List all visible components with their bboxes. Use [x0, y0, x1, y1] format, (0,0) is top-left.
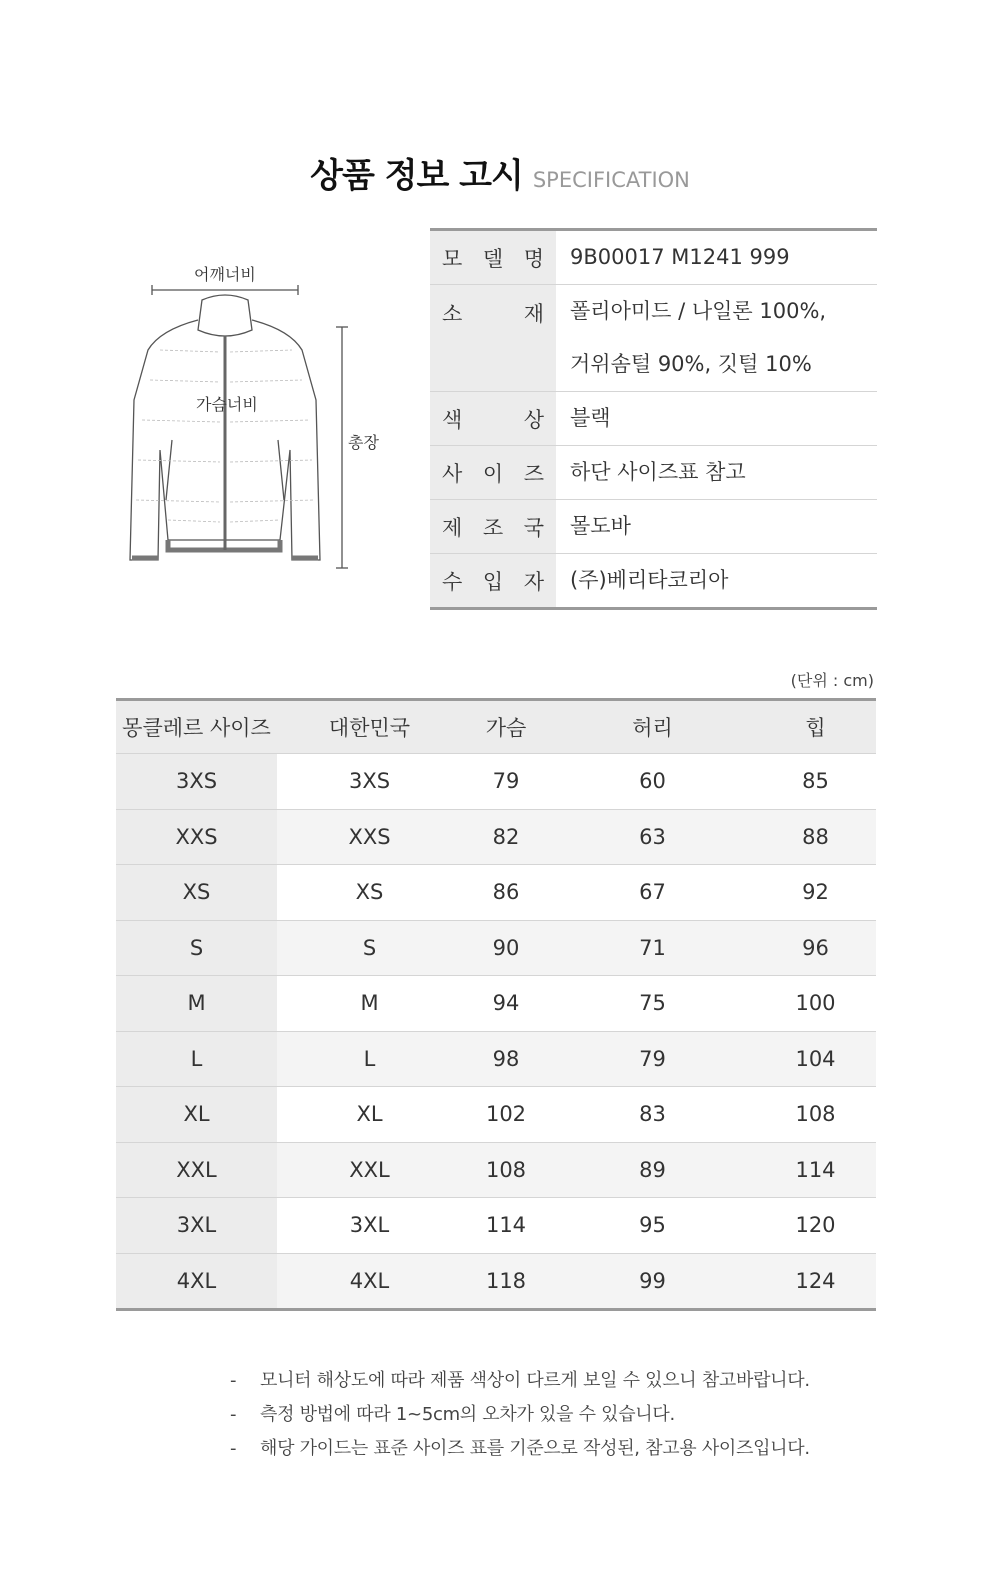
note-item [230, 1434, 870, 1468]
unit-label: (단위 : cm) [790, 671, 874, 690]
table-cell: 96 [755, 920, 876, 976]
table-cell: L [277, 1031, 462, 1087]
table-cell: XS [277, 865, 462, 921]
spec-label-material: 소 재 [442, 302, 544, 326]
notes [230, 1366, 870, 1468]
spec-label-origin: 제 조 국 [442, 515, 544, 540]
table-cell: 104 [755, 1031, 876, 1087]
table-cell: 114 [755, 1142, 876, 1198]
spec-value-importer: (주)베리타코리아 [570, 568, 729, 592]
table-row [116, 1142, 876, 1198]
spec-value-size: 하단 사이즈표 참고 [570, 460, 746, 484]
size-table-body [116, 754, 876, 1310]
note-text: 모니터 해상도에 따라 제품 색상이 다르게 보일 수 있으니 참고바랍니다. [260, 1370, 810, 1391]
spec-value-material-1: 폴리아미드 / 나일론 100%, [570, 299, 827, 323]
table-cell: 85 [755, 754, 876, 810]
spec-label-importer: 수 입 자 [442, 569, 544, 594]
table-cell: 3XS [277, 754, 462, 810]
table-cell: 86 [462, 865, 550, 921]
table-cell: 120 [755, 1198, 876, 1254]
table-cell: 114 [462, 1198, 550, 1254]
table-cell: 79 [550, 1031, 755, 1087]
title-main: 상품 정보 고시 [310, 156, 523, 196]
table-cell: S [116, 920, 277, 976]
table-cell: XXL [116, 1142, 277, 1198]
table-cell: 94 [462, 976, 550, 1032]
table-cell: 124 [755, 1253, 876, 1310]
table-cell: 102 [462, 1087, 550, 1143]
spec-value-material-2: 거위솜털 90%, 깃털 10% [570, 352, 812, 376]
table-row [116, 754, 876, 810]
table-row [116, 1031, 876, 1087]
spec-row [430, 392, 877, 446]
note-dash: - [230, 1404, 237, 1425]
table-cell: 118 [462, 1253, 550, 1310]
note-dash: - [230, 1438, 237, 1459]
table-cell: M [116, 976, 277, 1032]
table-cell: XL [277, 1087, 462, 1143]
note-text: 측정 방법에 따라 1~5cm의 오차가 있을 수 있습니다. [260, 1404, 675, 1425]
jacket-outline-icon [120, 250, 390, 590]
chest-label: 가슴너비 [196, 395, 258, 414]
table-cell: 88 [755, 809, 876, 865]
table-cell: 108 [462, 1142, 550, 1198]
note-item [230, 1366, 870, 1400]
table-cell: 67 [550, 865, 755, 921]
spec-row [430, 554, 877, 607]
table-cell: 3XS [116, 754, 277, 810]
title-sub: SPECIFICATION [532, 168, 690, 192]
table-row [116, 809, 876, 865]
table-cell: 92 [755, 865, 876, 921]
table-cell: 89 [550, 1142, 755, 1198]
table-cell: 4XL [116, 1253, 277, 1310]
table-cell: 82 [462, 809, 550, 865]
spec-label-model: 모 델 명 [442, 246, 544, 271]
header-chest: 가슴 [462, 700, 550, 754]
size-table [116, 698, 876, 1311]
table-cell: 83 [550, 1087, 755, 1143]
size-table-header [116, 700, 876, 754]
table-cell: 71 [550, 920, 755, 976]
table-cell: 99 [550, 1253, 755, 1310]
shoulder-label: 어깨너비 [194, 265, 256, 284]
spec-row [430, 231, 877, 285]
spec-value-model: 9B00017 M1241 999 [570, 245, 790, 269]
table-cell: XXL [277, 1142, 462, 1198]
header-korea-size: 대한민국 [277, 700, 462, 754]
table-row [116, 865, 876, 921]
spec-row [430, 285, 877, 392]
table-cell: L [116, 1031, 277, 1087]
table-cell: 3XL [116, 1198, 277, 1254]
table-cell: 4XL [277, 1253, 462, 1310]
length-label: 총장 [348, 433, 379, 452]
table-row [116, 920, 876, 976]
table-cell: 63 [550, 809, 755, 865]
header-waist: 허리 [550, 700, 755, 754]
table-cell: 100 [755, 976, 876, 1032]
jacket-diagram [120, 250, 390, 590]
table-cell: 90 [462, 920, 550, 976]
table-row [116, 976, 876, 1032]
note-dash: - [230, 1370, 237, 1391]
table-cell: 3XL [277, 1198, 462, 1254]
table-cell: 60 [550, 754, 755, 810]
table-cell: XXS [277, 809, 462, 865]
table-row [116, 1087, 876, 1143]
page-title [0, 148, 1000, 197]
table-row [116, 1253, 876, 1310]
table-cell: 108 [755, 1087, 876, 1143]
header-moncler-size: 몽클레르 사이즈 [116, 700, 277, 754]
spec-value-color: 블랙 [570, 406, 611, 430]
table-cell: 75 [550, 976, 755, 1032]
header-hip: 힙 [755, 700, 876, 754]
spec-row [430, 500, 877, 554]
note-text: 해당 가이드는 표준 사이즈 표를 기준으로 작성된, 참고용 사이즈입니다. [260, 1438, 810, 1459]
spec-table [430, 228, 877, 610]
table-cell: 79 [462, 754, 550, 810]
table-row [116, 1198, 876, 1254]
table-cell: S [277, 920, 462, 976]
table-cell: 95 [550, 1198, 755, 1254]
spec-label-color: 색 상 [442, 407, 544, 432]
table-cell: XS [116, 865, 277, 921]
spec-value-origin: 몰도바 [570, 514, 631, 538]
table-cell: XL [116, 1087, 277, 1143]
note-item [230, 1400, 870, 1434]
table-cell: 98 [462, 1031, 550, 1087]
table-cell: XXS [116, 809, 277, 865]
spec-row [430, 446, 877, 500]
spec-label-size: 사 이 즈 [442, 461, 544, 486]
table-cell: M [277, 976, 462, 1032]
